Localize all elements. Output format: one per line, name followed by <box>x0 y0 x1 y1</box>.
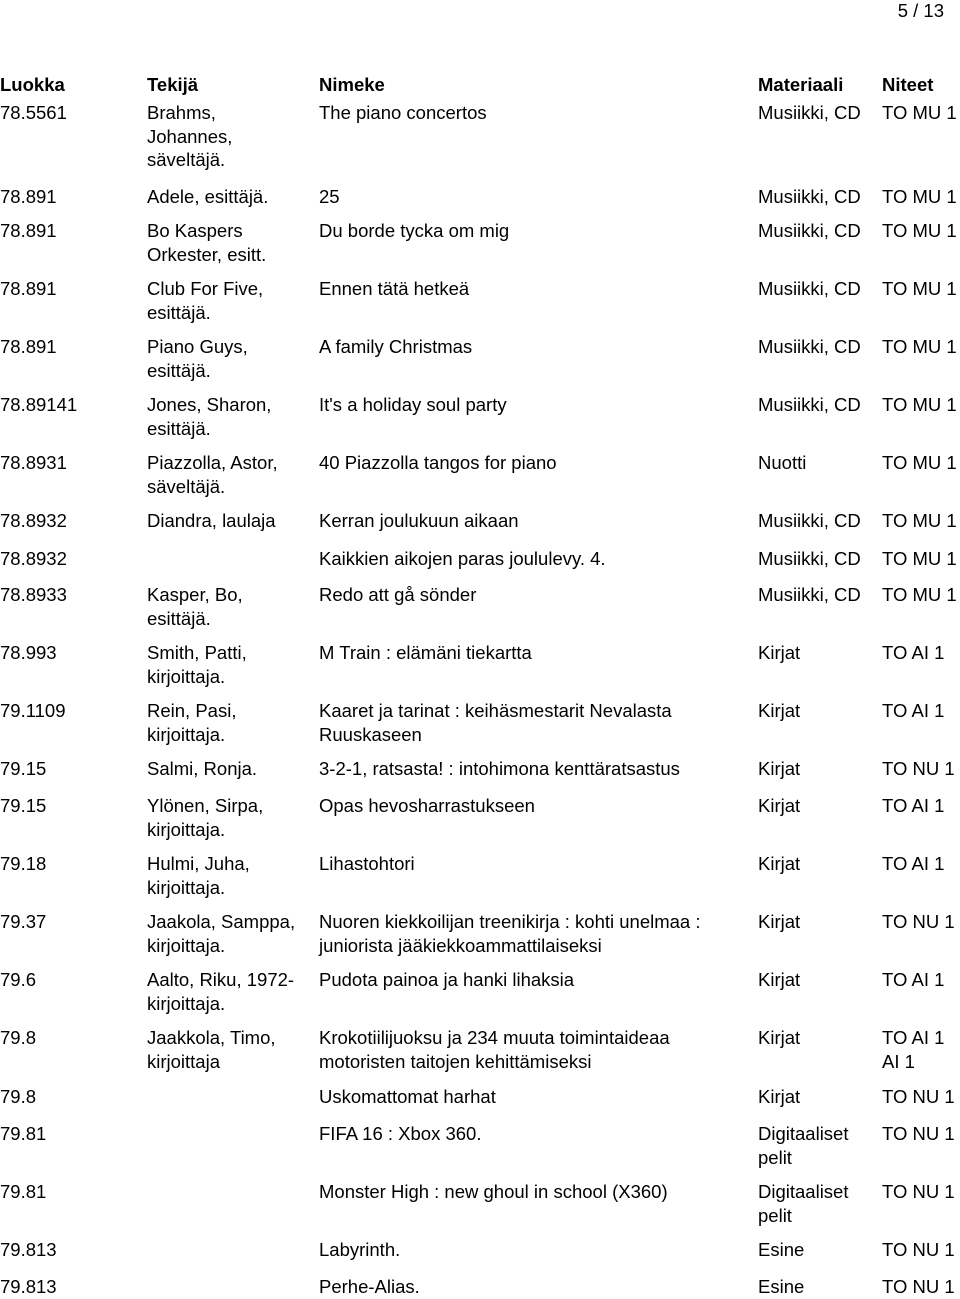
cell-niteet: TO MU 1 <box>882 102 957 123</box>
cell-luokka: 79.6 <box>0 969 37 990</box>
cell-niteet: TO AI 1 <box>882 642 945 663</box>
cell-tekija: Smith, Patti, <box>147 642 247 663</box>
cell-luokka: 79.18 <box>0 853 47 874</box>
cell-niteet: TO NU 1 <box>882 758 955 779</box>
cell-luokka: 79.15 <box>0 795 47 816</box>
cell-nimeke: Krokotiilijuoksu ja 234 muuta toimintaideaa <box>319 1027 670 1048</box>
cell-materiaali: Esine <box>758 1239 805 1260</box>
cell-nimeke: 25 <box>319 186 340 207</box>
cell-materiaali: Nuotti <box>758 452 807 473</box>
cell-tekija: Orkester, esitt. <box>147 243 267 265</box>
header-luokka: Luokka <box>0 74 65 95</box>
cell-materiaali: Musiikki, CD <box>758 548 861 569</box>
cell-luokka: 78.891 <box>0 336 57 357</box>
cell-niteet: TO MU 1 <box>882 186 957 207</box>
cell-niteet: TO NU 1 <box>882 911 955 932</box>
cell-luokka: 78.891 <box>0 278 57 299</box>
header-tekija: Tekijä <box>147 74 199 95</box>
cell-tekija: kirjoittaja. <box>147 992 226 1014</box>
cell-luokka: 79.8 <box>0 1086 37 1107</box>
cell-tekija: esittäjä. <box>147 359 211 381</box>
cell-nimeke: Kaaret ja tarinat : keihäsmestarit Nevalasta <box>319 700 672 721</box>
cell-nimeke: Redo att gå sönder <box>319 584 477 605</box>
cell-tekija: Hulmi, Juha, <box>147 853 250 874</box>
cell-materiaali: Kirjat <box>758 758 801 779</box>
cell-materiaali: Musiikki, CD <box>758 336 861 357</box>
cell-nimeke: juniorista jääkiekkoammattilaiseksi <box>319 934 602 956</box>
cell-niteet: TO AI 1 <box>882 853 945 874</box>
cell-tekija: Jones, Sharon, <box>147 394 272 415</box>
cell-nimeke: 40 Piazzolla tangos for piano <box>319 452 557 473</box>
cell-luokka: 79.15 <box>0 758 47 779</box>
cell-niteet: TO MU 1 <box>882 220 957 241</box>
cell-niteet: TO AI 1 <box>882 969 945 990</box>
cell-materiaali: Kirjat <box>758 911 801 932</box>
cell-niteet: TO MU 1 <box>882 584 957 605</box>
cell-materiaali: Digitaaliset <box>758 1181 849 1202</box>
cell-luokka: 78.5561 <box>0 102 67 123</box>
cell-tekija: kirjoittaja. <box>147 876 226 898</box>
cell-materiaali: Kirjat <box>758 700 801 721</box>
header-nimeke: Nimeke <box>319 74 385 95</box>
cell-nimeke: Du borde tycka om mig <box>319 220 510 241</box>
cell-materiaali: Kirjat <box>758 795 801 816</box>
cell-nimeke: Nuoren kiekkoilijan treenikirja : kohti unelmaa : <box>319 911 701 932</box>
cell-tekija: esittäjä. <box>147 607 211 629</box>
cell-niteet: TO AI 1 <box>882 1027 945 1048</box>
cell-niteet: TO MU 1 <box>882 548 957 569</box>
cell-niteet: AI 1 <box>882 1050 915 1072</box>
cell-nimeke: Perhe-Alias. <box>319 1276 420 1297</box>
cell-tekija: Ylönen, Sirpa, <box>147 795 264 816</box>
cell-niteet: TO NU 1 <box>882 1181 955 1202</box>
cell-materiaali: pelit <box>758 1146 792 1168</box>
cell-materiaali: Kirjat <box>758 1027 801 1048</box>
cell-tekija: Johannes, <box>147 125 233 147</box>
cell-nimeke: FIFA 16 : Xbox 360. <box>319 1123 482 1144</box>
cell-nimeke: Ennen tätä hetkeä <box>319 278 470 299</box>
cell-luokka: 78.891 <box>0 186 57 207</box>
page-number: 5 / 13 <box>897 0 944 21</box>
cell-tekija: kirjoittaja <box>147 1050 220 1072</box>
cell-tekija: kirjoittaja. <box>147 934 226 956</box>
cell-materiaali: Musiikki, CD <box>758 220 861 241</box>
cell-luokka: 78.8932 <box>0 548 67 569</box>
cell-niteet: TO MU 1 <box>882 510 957 531</box>
cell-luokka: 78.89141 <box>0 394 78 415</box>
cell-luokka: 78.8931 <box>0 452 67 473</box>
cell-nimeke: Lihastohtori <box>319 853 415 874</box>
cell-materiaali: Kirjat <box>758 1086 801 1107</box>
cell-niteet: TO AI 1 <box>882 795 945 816</box>
cell-luokka: 79.1109 <box>0 700 66 721</box>
cell-tekija: Brahms, <box>147 102 216 123</box>
cell-tekija: Salmi, Ronja. <box>147 758 258 779</box>
cell-materiaali: Kirjat <box>758 642 801 663</box>
cell-nimeke: Opas hevosharrastukseen <box>319 795 535 816</box>
header-niteet: Niteet <box>882 74 934 95</box>
cell-tekija: Piazzolla, Astor, <box>147 452 278 473</box>
cell-tekija: Aalto, Riku, 1972- <box>147 969 295 990</box>
cell-materiaali: Digitaaliset <box>758 1123 849 1144</box>
cell-tekija: säveltäjä. <box>147 475 226 497</box>
cell-materiaali: Musiikki, CD <box>758 510 861 531</box>
cell-nimeke: Kerran joulukuun aikaan <box>319 510 519 531</box>
cell-tekija: Kasper, Bo, <box>147 584 243 605</box>
cell-tekija: Adele, esittäjä. <box>147 186 269 207</box>
cell-niteet: TO MU 1 <box>882 394 957 415</box>
cell-materiaali: Kirjat <box>758 969 801 990</box>
cell-nimeke: M Train : elämäni tiekartta <box>319 642 532 663</box>
cell-luokka: 79.8 <box>0 1027 37 1048</box>
cell-niteet: TO MU 1 <box>882 336 957 357</box>
cell-luokka: 79.81 <box>0 1123 47 1144</box>
header-materiaali: Materiaali <box>758 74 844 95</box>
cell-niteet: TO NU 1 <box>882 1086 955 1107</box>
cell-tekija: kirjoittaja. <box>147 818 226 840</box>
cell-nimeke: motoristen taitojen kehittämiseksi <box>319 1050 592 1072</box>
cell-nimeke: Uskomattomat harhat <box>319 1086 496 1107</box>
cell-tekija: säveltäjä. <box>147 149 226 170</box>
table-header <box>0 73 960 97</box>
cell-nimeke: Pudota painoa ja hanki lihaksia <box>319 969 575 990</box>
cell-materiaali: Musiikki, CD <box>758 278 861 299</box>
cell-luokka: 79.37 <box>0 911 47 932</box>
cell-nimeke: It's a holiday soul party <box>319 394 507 415</box>
cell-nimeke: 3-2-1, ratsasta! : intohimona kenttäratsastus <box>319 758 680 779</box>
cell-materiaali: Esine <box>758 1276 805 1297</box>
cell-materiaali: Musiikki, CD <box>758 584 861 605</box>
cell-tekija: esittäjä. <box>147 301 211 323</box>
cell-materiaali: Musiikki, CD <box>758 102 861 123</box>
cell-luokka: 78.8932 <box>0 510 67 531</box>
cell-tekija: Club For Five, <box>147 278 264 299</box>
cell-niteet: TO MU 1 <box>882 278 957 299</box>
cell-tekija: Bo Kaspers <box>147 220 243 241</box>
cell-tekija: Piano Guys, <box>147 336 248 357</box>
cell-tekija: kirjoittaja. <box>147 723 226 745</box>
cell-nimeke: The piano concertos <box>319 102 487 123</box>
cell-niteet: TO NU 1 <box>882 1276 955 1297</box>
cell-tekija: kirjoittaja. <box>147 665 226 687</box>
cell-tekija: Jaakola, Samppa, <box>147 911 296 932</box>
cell-luokka: 79.813 <box>0 1239 57 1260</box>
cell-nimeke: Ruuskaseen <box>319 723 422 745</box>
cell-materiaali: Musiikki, CD <box>758 394 861 415</box>
cell-niteet: TO NU 1 <box>882 1123 955 1144</box>
cell-luokka: 78.993 <box>0 642 57 663</box>
cell-tekija: esittäjä. <box>147 417 211 439</box>
cell-materiaali: pelit <box>758 1204 792 1226</box>
cell-niteet: TO AI 1 <box>882 700 945 721</box>
cell-luokka: 79.81 <box>0 1181 47 1202</box>
cell-niteet: TO NU 1 <box>882 1239 955 1260</box>
cell-tekija: Diandra, laulaja <box>147 510 276 531</box>
cell-nimeke: Kaikkien aikojen paras joululevy. 4. <box>319 548 606 569</box>
cell-tekija: Rein, Pasi, <box>147 700 237 721</box>
cell-luokka: 78.891 <box>0 220 57 241</box>
cell-luokka: 78.8933 <box>0 584 67 605</box>
cell-niteet: TO MU 1 <box>882 452 957 473</box>
cell-luokka: 79.813 <box>0 1276 57 1297</box>
cell-nimeke: Labyrinth. <box>319 1239 401 1260</box>
cell-materiaali: Kirjat <box>758 853 801 874</box>
cell-tekija: Jaakkola, Timo, <box>147 1027 276 1048</box>
cell-nimeke: A family Christmas <box>319 336 473 357</box>
cell-nimeke: Monster High : new ghoul in school (X360) <box>319 1181 668 1202</box>
cell-materiaali: Musiikki, CD <box>758 186 861 207</box>
